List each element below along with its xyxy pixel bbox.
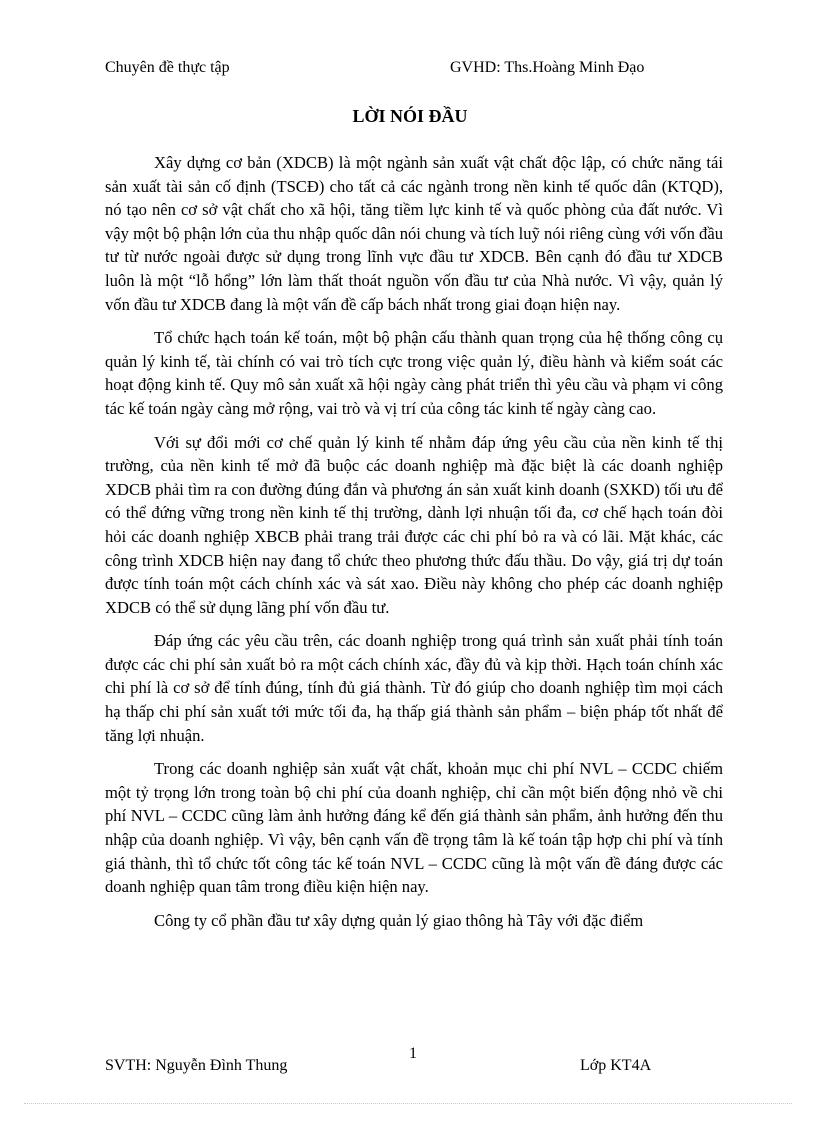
paragraph: Với sự đổi mới cơ chế quản lý kinh tế nhằm đáp ứng yêu cầu của nền kinh tế thị trường, của nền kinh tế mở đã buộc các doanh nghiệp mà đặc biệt là các doanh nghiệp XDCB phải tìm ra con đường đúng đắn và phương án sản xuất kinh doanh (SXKD) tối ưu để có thể đứng vững trong nền kinh tế thị trường, dành lợi nhuận tối đa, cơ chế hạch toán đòi hỏi các doanh nghiệp XBCB phải trang trải được các chi phí bỏ ra và có lãi. Mặt khác, các công trình XDCB hiện nay đang tổ chức theo phương thức đấu thầu. Do vậy, giá trị dự toán được tính toán một cách chính xác và sát xao. Điều này không cho phép các doanh nghiệp XDCB có thể sử dụng lãng phí vốn đầu tư. (105, 432, 723, 617)
paragraph: Tổ chức hạch toán kế toán, một bộ phận cấu thành quan trọng của hệ thống công cụ quản lý kinh tế, tài chính có vai trò tích cực trong việc quản lý, điều hành và kiểm soát các hoạt động kinh tế. Quy mô sản xuất xã hội ngày càng phát triển thì yêu cầu và phạm vi công tác kế toán ngày càng mở rộng, vai trò và vị trí của công tác kinh tế ngày càng cao. (105, 328, 723, 418)
paragraph: Đáp ứng các yêu cầu trên, các doanh nghiệp trong quá trình sản xuất phải tính toán được các chi phí sản xuất bỏ ra một cách chính xác, đầy đủ và kịp thời. Hạch toán chính xác chi phí là cơ sở để tính đúng, tính đủ giá thành. Từ đó giúp cho doanh nghiệp tìm mọi cách hạ thấp chi phí sản xuất tới mức tối đa, hạ thấp giá thành sản phẩm – biện pháp tốt nhất để tăng lợi nhuận. (105, 631, 723, 745)
paragraph: Xây dựng cơ bản (XDCB) là một ngành sản xuất vật chất độc lập, có chức năng tái sản xuất tài sản cố định (TSCĐ) cho tất cả các ngành trong nền kinh tế quốc dân (KTQD), nó tạo nên cơ sở vật chất cho xã hội, tăng tiềm lực kinh tế và quốc phòng của đất nước. Vì vậy một bộ phận lớn của thu nhập quốc dân nói chung và tích luỹ nói riêng cùng với vốn đầu tư từ nước ngoài được sử dụng trong lĩnh vực đầu tư XDCB. Bên cạnh đó đầu tư XDCB luôn là một “lỗ hổng” lớn làm thất thoát nguồn vốn đầu tư của Nhà nước. Vì vậy, quản lý vốn đầu tư XDCB đang là một vấn đề cấp bách nhất trong giai đoạn hiện nay. (105, 153, 723, 314)
body-text (105, 151, 723, 942)
header-course-title: Chuyên đề thực tập (105, 59, 230, 76)
page-number: 1 (409, 1045, 417, 1062)
footer-student: SVTH: Nguyễn Đình Thung (105, 1057, 288, 1074)
header-supervisor: GVHD: Ths.Hoàng Minh Đạo (450, 59, 645, 76)
paragraph: Trong các doanh nghiệp sản xuất vật chất, khoản mục chi phí NVL – CCDC chiếm một tỷ trọng lớn trong toàn bộ chi phí của doanh nghiệp, chỉ cần một biến động nhỏ về chi phí NVL – CCDC cũng làm ảnh hưởng đáng kể đến giá thành sản phẩm, ảnh hưởng đến thu nhập của doanh nghiệp. Vì vậy, bên cạnh vấn đề trọng tâm là kế toán tập hợp chi phí và tính giá thành, thì tổ chức tốt công tác kế toán NVL – CCDC cũng là một vấn đề đáng được các doanh nghiệp quan tâm trong điều kiện hiện nay. (105, 759, 723, 897)
footer-divider (24, 1103, 792, 1104)
page-title: LỜI NÓI ĐẦU (352, 106, 468, 126)
paragraph: Công ty cổ phần đầu tư xây dựng quản lý giao thông hà Tây với đặc điểm (154, 910, 644, 930)
footer-class: Lớp KT4A (580, 1057, 652, 1074)
